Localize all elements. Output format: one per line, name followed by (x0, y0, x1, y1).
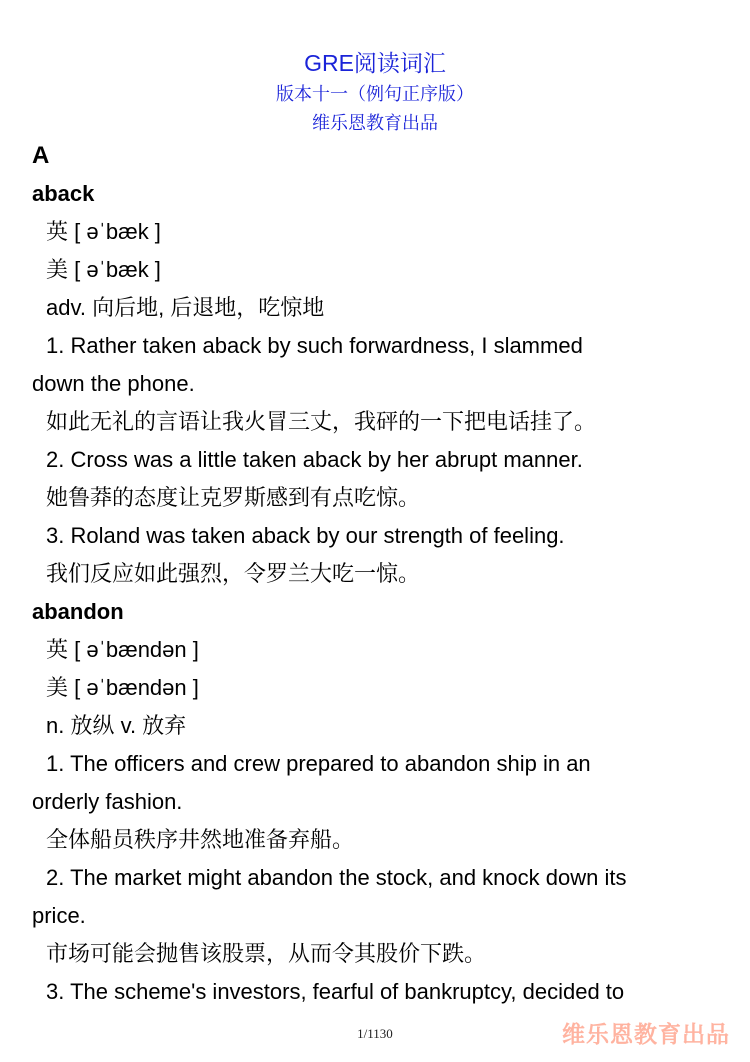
section-letter: A (32, 142, 50, 169)
vocab-entry (32, 175, 722, 593)
document-publisher: 维乐恩教育出品 (312, 113, 438, 133)
example-chinese: 全体船员秩序井然地准备弃船。 (46, 827, 355, 852)
definition: adv. 向后地, 后退地，吃惊地 (46, 295, 325, 320)
example-english: 3. Roland was taken aback by our strength of feeling. (46, 523, 565, 548)
document-title: GRE阅读词汇 (304, 50, 446, 76)
example (32, 517, 722, 555)
example (32, 859, 722, 935)
example-english: 1. Rather taken aback by such forwardness, I slammed (46, 333, 583, 358)
example (32, 441, 722, 479)
example (32, 745, 722, 821)
uk-pronunciation: 英 [ əˈbæk ] (46, 219, 161, 244)
example (32, 327, 722, 403)
page-number: 1/1130 (357, 1026, 393, 1041)
example-chinese: 我们反应如此强烈，令罗兰大吃一惊。 (46, 561, 421, 586)
uk-pronunciation: 英 [ əˈbændən ] (46, 637, 199, 662)
headword: abandon (32, 599, 124, 624)
example-english: 2. Cross was a little taken aback by her abrupt manner. (46, 447, 583, 472)
definition: n. 放纵 v. 放弃 (46, 713, 187, 738)
example-chinese: 她鲁莽的态度让克罗斯感到有点吃惊。 (46, 485, 421, 510)
us-pronunciation: 美 [ əˈbændən ] (46, 675, 199, 700)
vocab-entry (32, 593, 722, 1011)
example-english-cont: down the phone. (32, 371, 195, 396)
vocabulary-content (32, 137, 722, 1011)
us-pronunciation: 美 [ əˈbæk ] (46, 257, 161, 282)
headword: aback (32, 181, 95, 206)
example-english: 1. The officers and crew prepared to abandon ship in an (46, 751, 591, 776)
example-english: 3. The scheme's investors, fearful of bankruptcy, decided to (46, 979, 625, 1004)
example-english: 2. The market might abandon the stock, and knock down its (46, 865, 627, 890)
example-chinese: 如此无礼的言语让我火冒三丈，我砰的一下把电话挂了。 (46, 409, 597, 434)
example-chinese: 市场可能会抛售该股票，从而令其股价下跌。 (46, 941, 487, 966)
document-subtitle: 版本十一（例句正序版） (276, 84, 474, 104)
example-english-cont: orderly fashion. (32, 789, 183, 814)
example-english-cont: price. (32, 903, 86, 928)
publisher-watermark: 维乐恩教育出品 (562, 1021, 730, 1047)
example (32, 973, 722, 1011)
